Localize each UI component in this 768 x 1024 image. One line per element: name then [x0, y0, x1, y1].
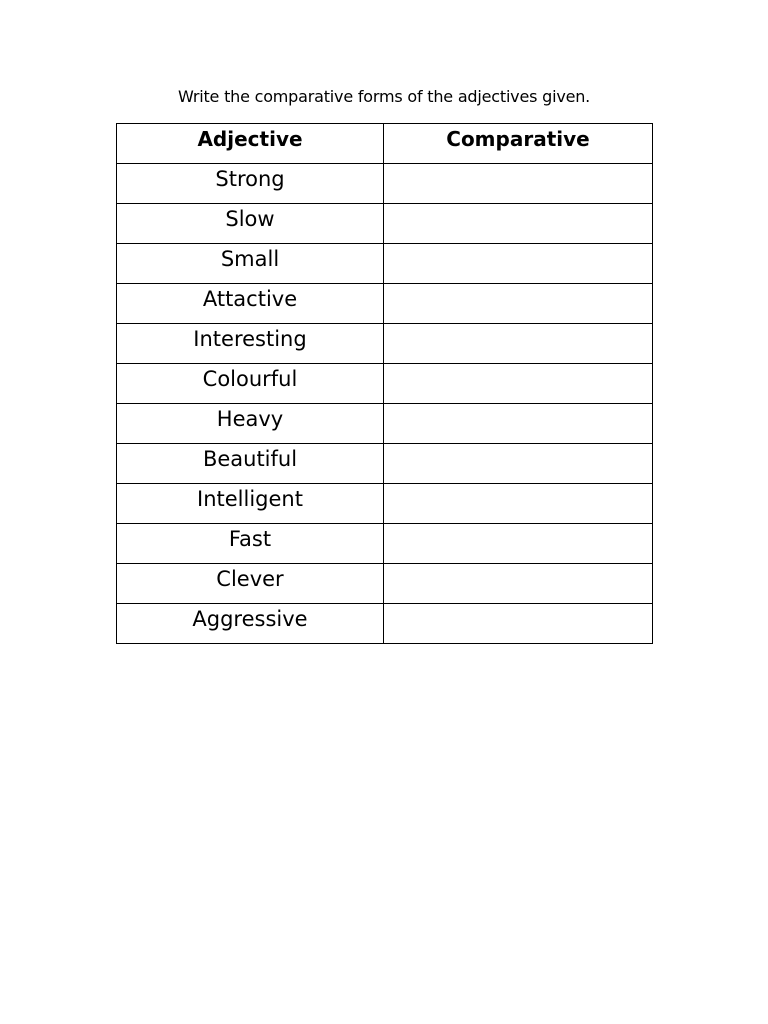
table-row — [117, 604, 653, 644]
adjective-cell: Colourful — [117, 364, 384, 404]
table-row — [117, 204, 653, 244]
table-row — [117, 284, 653, 324]
adjective-cell: Beautiful — [117, 444, 384, 484]
adjective-cell: Clever — [117, 564, 384, 604]
comparative-answer-cell[interactable] — [384, 604, 653, 644]
table-row — [117, 484, 653, 524]
adjective-cell: Heavy — [117, 404, 384, 444]
adjective-cell: Attactive — [117, 284, 384, 324]
adjective-cell: Intelligent — [117, 484, 384, 524]
table-header-row — [117, 124, 653, 164]
header-adjective: Adjective — [117, 124, 384, 164]
comparative-answer-cell[interactable] — [384, 444, 653, 484]
comparative-answer-cell[interactable] — [384, 404, 653, 444]
header-comparative: Comparative — [384, 124, 653, 164]
comparative-answer-cell[interactable] — [384, 564, 653, 604]
table-row — [117, 244, 653, 284]
adjective-table — [116, 123, 653, 644]
table-row — [117, 404, 653, 444]
comparative-answer-cell[interactable] — [384, 364, 653, 404]
adjective-cell: Strong — [117, 164, 384, 204]
instruction-text: Write the comparative forms of the adjectives given. — [177, 87, 591, 106]
table-row — [117, 324, 653, 364]
table-row — [117, 364, 653, 404]
table-row — [117, 564, 653, 604]
comparative-answer-cell[interactable] — [384, 204, 653, 244]
table-row — [117, 444, 653, 484]
table-row — [117, 524, 653, 564]
comparative-answer-cell[interactable] — [384, 284, 653, 324]
adjective-cell: Slow — [117, 204, 384, 244]
comparative-answer-cell[interactable] — [384, 524, 653, 564]
comparative-answer-cell[interactable] — [384, 324, 653, 364]
adjective-cell: Aggressive — [117, 604, 384, 644]
adjective-cell: Interesting — [117, 324, 384, 364]
table-row — [117, 164, 653, 204]
comparative-answer-cell[interactable] — [384, 484, 653, 524]
comparative-answer-cell[interactable] — [384, 244, 653, 284]
comparative-answer-cell[interactable] — [384, 164, 653, 204]
adjective-cell: Fast — [117, 524, 384, 564]
adjective-cell: Small — [117, 244, 384, 284]
